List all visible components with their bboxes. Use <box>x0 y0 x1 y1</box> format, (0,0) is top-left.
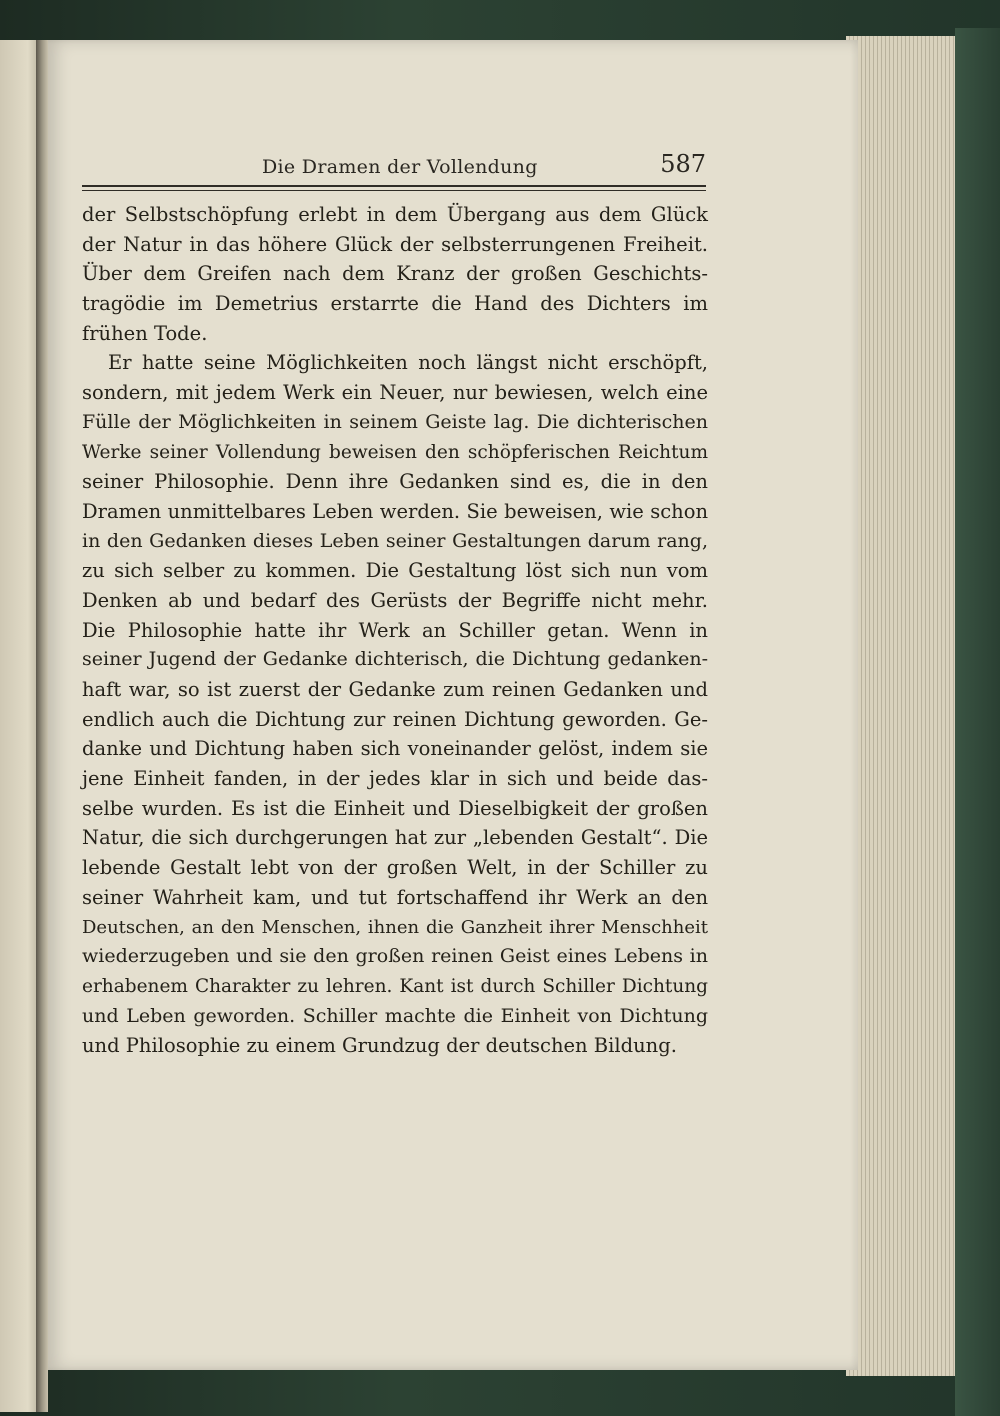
text-line: erhabenem Charakter zu lehren. Kant ist durch Schiller Dichtung <box>82 975 708 997</box>
text-line: seiner Wahrheit kam, und tut fortschaffend ihr Werk an den <box>82 885 708 909</box>
book-cover-edge <box>955 28 1000 1416</box>
text-line: Die Philosophie hatte ihr Werk an Schiller getan. Wenn in <box>82 618 708 642</box>
text-line: Natur, die sich durchgerungen hat zur „lebenden Gestalt“. Die <box>82 826 708 850</box>
text-line: Deutschen, an den Menschen, ihnen die Ganzheit ihrer Menschheit <box>82 916 708 938</box>
text-line: Über dem Greifen nach dem Kranz der großen Geschichts- <box>82 262 708 286</box>
text-line: der Selbstschöpfung erlebt in dem Übergang aus dem Glück <box>82 203 708 226</box>
text-line: haft war, so ist zuerst der Gedanke zum reinen Gedanken und <box>82 678 708 701</box>
text-line: lebende Gestalt lebt von der großen Welt, in der Schiller zu <box>82 856 708 880</box>
text-line: jene Einheit fanden, in der jedes klar in sich und beide das- <box>82 767 708 791</box>
text-line: in den Gedanken dieses Leben seiner Gestaltungen darum rang, <box>82 529 708 552</box>
page-block-edges <box>846 36 966 1376</box>
book-gutter <box>36 40 48 1412</box>
text-line: wiederzugeben und sie den großen reinen Geist eines Lebens in <box>82 945 708 968</box>
page-number: 587 <box>660 150 706 178</box>
body-text <box>82 200 708 1061</box>
book-page <box>46 40 858 1370</box>
text-line: endlich auch die Dichtung zur reinen Dichtung geworden. Ge- <box>82 707 708 731</box>
header-rule-thin <box>82 190 706 191</box>
text-line: und Leben geworden. Schiller machte die Einheit von Dichtung <box>82 1004 708 1027</box>
text-line: tragödie im Demetrius erstarrte die Hand des Dichters im <box>82 292 708 316</box>
text-line: zu sich selber zu kommen. Die Gestaltung löst sich nun vom <box>82 559 708 583</box>
text-line: Er hatte seine Möglichkeiten noch längst nicht erschöpft, <box>108 351 708 375</box>
text-line: frühen Tode. <box>82 321 208 345</box>
text-line: Denken ab und bedarf des Gerüsts der Begriffe nicht mehr. <box>82 588 708 612</box>
running-title: Die Dramen der Vollendung <box>262 156 538 178</box>
header-rule-thick <box>82 185 706 187</box>
text-line: selbe wurden. Es ist die Einheit und Dieselbigkeit der großen <box>82 796 708 820</box>
text-line: Fülle der Möglichkeiten in seinem Geiste lag. Die dichterischen <box>82 410 708 433</box>
text-line: der Natur in das höhere Glück der selbsterrungenen Freiheit. <box>82 232 708 256</box>
page-header <box>82 148 706 184</box>
text-line: seiner Jugend der Gedanke dichterisch, die Dichtung gedanken- <box>82 648 708 671</box>
text-line: sondern, mit jedem Werk ein Neuer, nur bewiesen, welch eine <box>82 381 708 405</box>
text-line: Werke seiner Vollendung beweisen den schöpferischen Reichtum <box>82 441 708 463</box>
text-line: Dramen unmittelbares Leben werden. Sie beweisen, wie schon <box>82 499 708 523</box>
text-line: danke und Dichtung haben sich voneinander gelöst, indem sie <box>82 737 708 761</box>
text-line: und Philosophie zu einem Grundzug der deutschen Bildung. <box>82 1034 677 1058</box>
text-line: seiner Philosophie. Denn ihre Gedanken sind es, die in den <box>82 470 708 494</box>
